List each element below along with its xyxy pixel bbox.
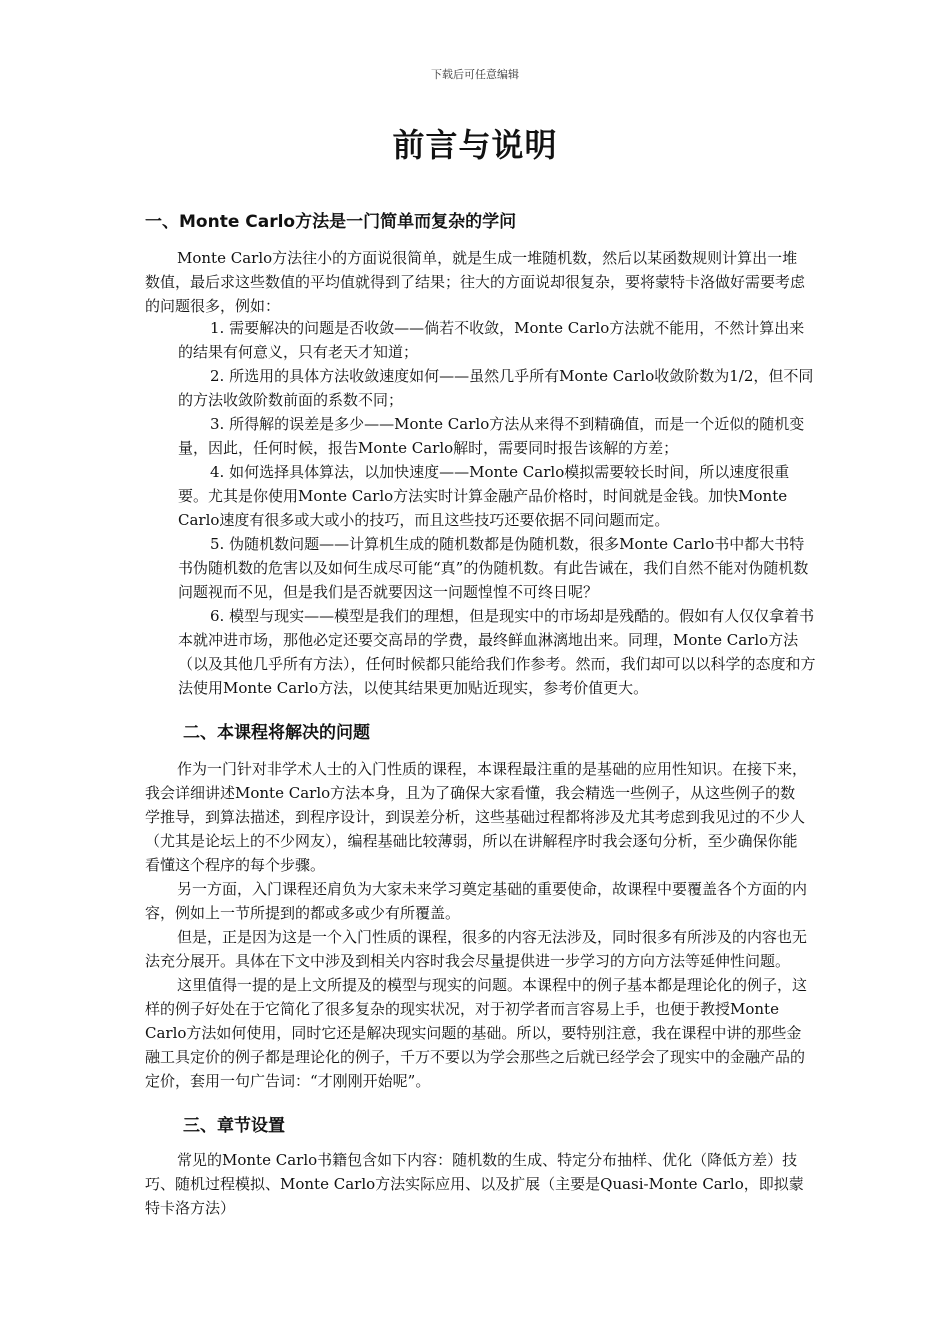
list-item: 6. 模型与现实——模型是我们的理想，但是现实中的市场却是残酷的。假如有人仅仅拿着书本就冲进市场，那他必定还要交高昂的学费，最终鲜血淋漓地出来。同理，Monte Carlo方法（以及其他几乎所有方法），任何时候都只能给我们作参考。然而，我们却可以以科学的态度和方法使用Monte Carlo方法，以使其结果更加贴近现实，参考价值更大。: [178, 607, 816, 697]
list-item: 1. 需要解决的问题是否收敛——倘若不收敛，Monte Carlo方法就不能用，不然计算出来的结果有何意义，只有老天才知道；: [178, 319, 805, 361]
paragraph: 另一方面，入门课程还肩负为大家未来学习奠定基础的重要使命，故课程中要覆盖各个方面的内容，例如上一节所提到的都或多或少有所覆盖。: [145, 880, 808, 922]
list-item: 2. 所选用的具体方法收敛速度如何——虽然几乎所有Monte Carlo收敛阶数为1/2，但不同的方法收敛阶数前面的系数不同；: [178, 367, 814, 409]
list-item: 3. 所得解的误差是多少——Monte Carlo方法从来得不到精确值，而是一个近似的随机变量，因此，任何时候，报告Monte Carlo解时，需要同时报告该解的方差；: [178, 415, 805, 457]
section-1-list: [178, 316, 818, 700]
section-1-intro: [145, 246, 810, 318]
section-2-heading: 二、本课程将解决的问题: [183, 723, 370, 743]
section-3-body: [145, 1148, 810, 1220]
section-1-intro-text: Monte Carlo方法往小的方面说很简单，就是生成一堆随机数，然后以某函数规则计算出一堆数值，最后求这些数值的平均值就得到了结果；往大的方面说却很复杂，要将蒙特卡洛做好需要考虑的问题很多，例如：: [145, 249, 806, 315]
section-2-body: [145, 757, 810, 1093]
page-title: 前言与说明: [392, 126, 558, 164]
paragraph: 但是，正是因为这是一个入门性质的课程，很多的内容无法涉及，同时很多有所涉及的内容也无法充分展开。具体在下文中涉及到相关内容时我会尽量提供进一步学习的方向方法等延伸性问题。: [145, 928, 808, 970]
paragraph: 这里值得一提的是上文所提及的模型与现实的问题。本课程中的例子基本都是理论化的例子，这样的例子好处在于它简化了很多复杂的现实状况，对于初学者而言容易上手，也便于教授Monte Carlo方法如何使用，同时它还是解决现实问题的基础。所以，要特别注意，我在课程中讲的那些金融工具定价的例子都是理论化的例子，千万不要以为学会那些之后就已经学会了现实中的金融产品的定价，套用一句广告词：“才刚刚开始呢”。: [145, 976, 808, 1090]
header-note: 下载后可任意编辑: [431, 68, 519, 81]
list-item: 4. 如何选择具体算法，以加快速度——Monte Carlo模拟需要较长时间，所以速度很重要。尤其是你使用Monte Carlo方法实时计算金融产品价格时，时间就是金钱。加快Monte Carlo速度有很多或大或小的技巧，而且这些技巧还要依据不同问题而定。: [178, 463, 790, 529]
section-1-heading: 一、Monte Carlo方法是一门简单而复杂的学问: [145, 212, 517, 232]
paragraph: 常见的Monte Carlo书籍包含如下内容：随机数的生成、特定分布抽样、优化（降低方差）技巧、随机过程模拟、Monte Carlo方法实际应用、以及扩展（主要是Quasi-Monte Carlo，即拟蒙特卡洛方法）: [145, 1151, 804, 1217]
section-3-heading: 三、章节设置: [183, 1116, 285, 1136]
list-item: 5. 伪随机数问题——计算机生成的随机数都是伪随机数，很多Monte Carlo书中都大书特书伪随机数的危害以及如何生成尽可能“真”的伪随机数。有此告诫在，我们自然不能对伪随机数问题视而不见，但是我们是否就要因这一问题惶惶不可终日呢？: [178, 535, 809, 601]
paragraph: 作为一门针对非学术人士的入门性质的课程，本课程最注重的是基础的应用性知识。在接下来，我会详细讲述Monte Carlo方法本身，且为了确保大家看懂，我会精选一些例子，从这些例子的数学推导，到算法描述，到程序设计，到误差分析，这些基础过程都将涉及尤其考虑到我见过的不少人（尤其是论坛上的不少网友），编程基础比较薄弱，所以在讲解程序时我会逐句分析，至少确保你能看懂这个程序的每个步骤。: [145, 760, 808, 874]
